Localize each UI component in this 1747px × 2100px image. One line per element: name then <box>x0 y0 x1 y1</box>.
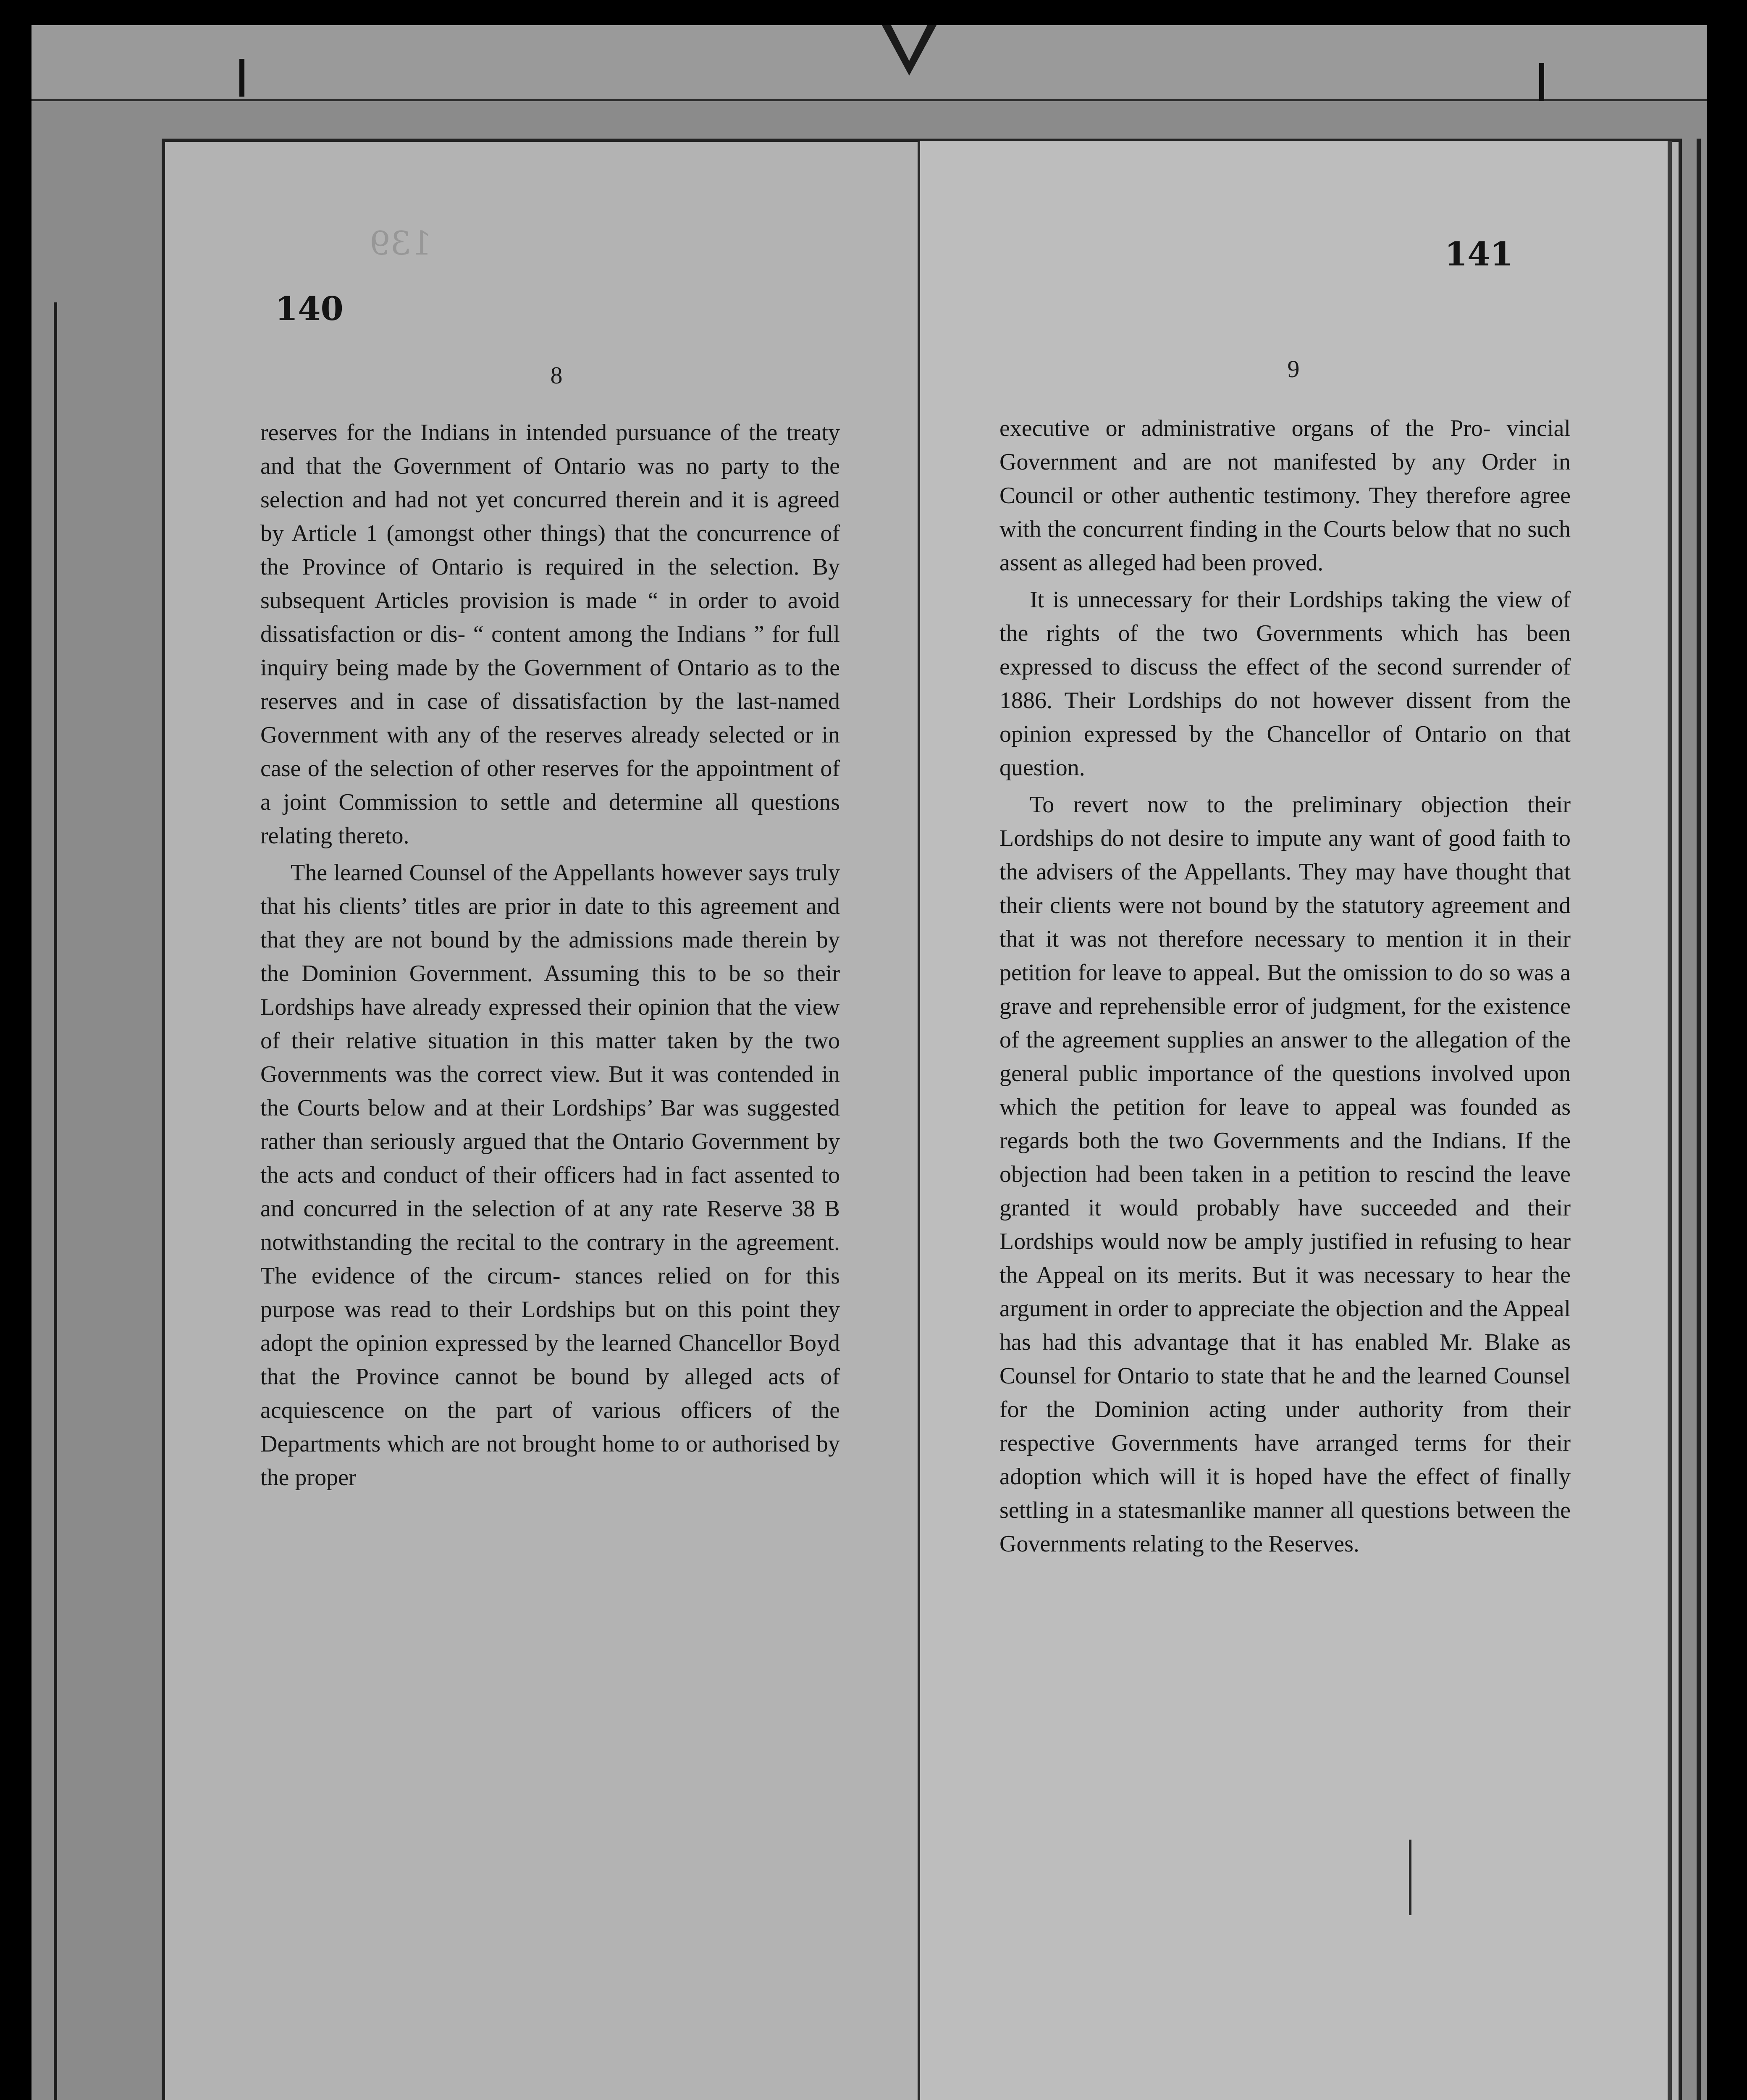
right-paragraph-2: It is unnecessary for their Lordships taking the view of the rights of the two Governments which has been expressed to discuss the effect of the second surrender of 1886. Their Lordships do not however dissent from the opinion expressed by the Chancellor of Ontario on that question. <box>999 587 1571 781</box>
registration-mark-right <box>1539 63 1544 101</box>
left-column-text <box>260 416 840 1494</box>
registration-mark-left <box>239 59 244 97</box>
ghost-folio: 139 <box>370 225 432 262</box>
mount-edge-line-left <box>54 302 57 2100</box>
mount-edge-line-right <box>1697 139 1701 2100</box>
scan-scratch-mark <box>1409 1840 1411 1915</box>
right-folio-number: 141 <box>1445 235 1513 273</box>
right-column-text <box>999 412 1571 1561</box>
left-paragraph-2: The learned Counsel of the Appellants however says truly that his clients’ titles are prior in date to this agreement and that they are not bound by the admissions made therein by the Dominion Government. Assuming this to be so their Lordships have already expressed their opinion that the view of their relative situation in this matter taken by the two Governments was the correct view. But it was contended in the Courts below and at their Lordships’ Bar was suggested rather than seriously argued that the Ontario Government by the acts and conduct of their officers had in fact assented to and concurred in the selection of at any rate Reserve 38 B notwithstanding the recital to the contrary in the agreement. The evidence of the circum- stances relied on for this purpose was read to their Lordships but on this point they adopt the opinion expressed by the learned Chancellor Boyd that the Province cannot be bound by alleged acts of acquiescence on the part of various officers of the Departments which are not brought home to or authorised by the proper <box>260 860 840 1491</box>
left-paragraph-1: reserves for the Indians in intended pursuance of the treaty and that the Government of Ontario was no party to the selection and had not yet concurred therein and it is agreed by Article 1 (amongst other things) that the concurrence of the Province of Ontario is required in the selection. By subsequent Articles provision is made “ in order to avoid dissatisfaction or dis- “ content among the Indians ” for full inquiry being made by the Government of Ontario as to the reserves and in case of dissatisfaction by the last-named Government with any of the reserves already selected or in case of the selection of other reserves for the appointment of a joint Commission to settle and determine all questions relating thereto. <box>260 420 840 849</box>
right-paragraph-1: executive or administrative organs of the Pro- vincial Government and are not manifested by any Order in Council or other authentic testimony. They therefore agree with the concurrent finding in the Courts below that no such assent as alleged had been proved. <box>999 415 1571 576</box>
film-notch-inner <box>891 25 927 61</box>
film-mount-top-strip <box>31 25 1707 101</box>
left-folio-number: 140 <box>275 290 344 328</box>
left-page-number: 8 <box>550 362 563 389</box>
right-page-number: 9 <box>1287 355 1300 383</box>
right-paragraph-3: To revert now to the preliminary objection their Lordships do not desire to impute any want of good faith to the advisers of the Appellants. They may have thought that their clients were not bound by the statutory agreement and that it was not therefore necessary to mention it in their petition for leave to appeal. But the omission to do so was a grave and reprehensible error of judgment, for the existence of the agreement supplies an answer to the allegation of the general public importance of the questions involved upon which the petition for leave to appeal was founded as regards both the two Governments and the Indians. If the objection had been taken in a petition to rescind the leave granted it would probably have succeeded and their Lordships would now be amply justified in refusing to hear the Appeal on its merits. But it was necessary to hear the argument in order to appreciate the objection and the Appeal has had this advantage that it has enabled Mr. Blake as Counsel for Ontario to state that he and the learned Counsel for the Dominion acting under authority from their respective Governments have arranged terms for their adoption which will it is hoped have the effect of finally settling in a statesmanlike manner all questions between the Governments relating to the Reserves. <box>999 792 1571 1557</box>
